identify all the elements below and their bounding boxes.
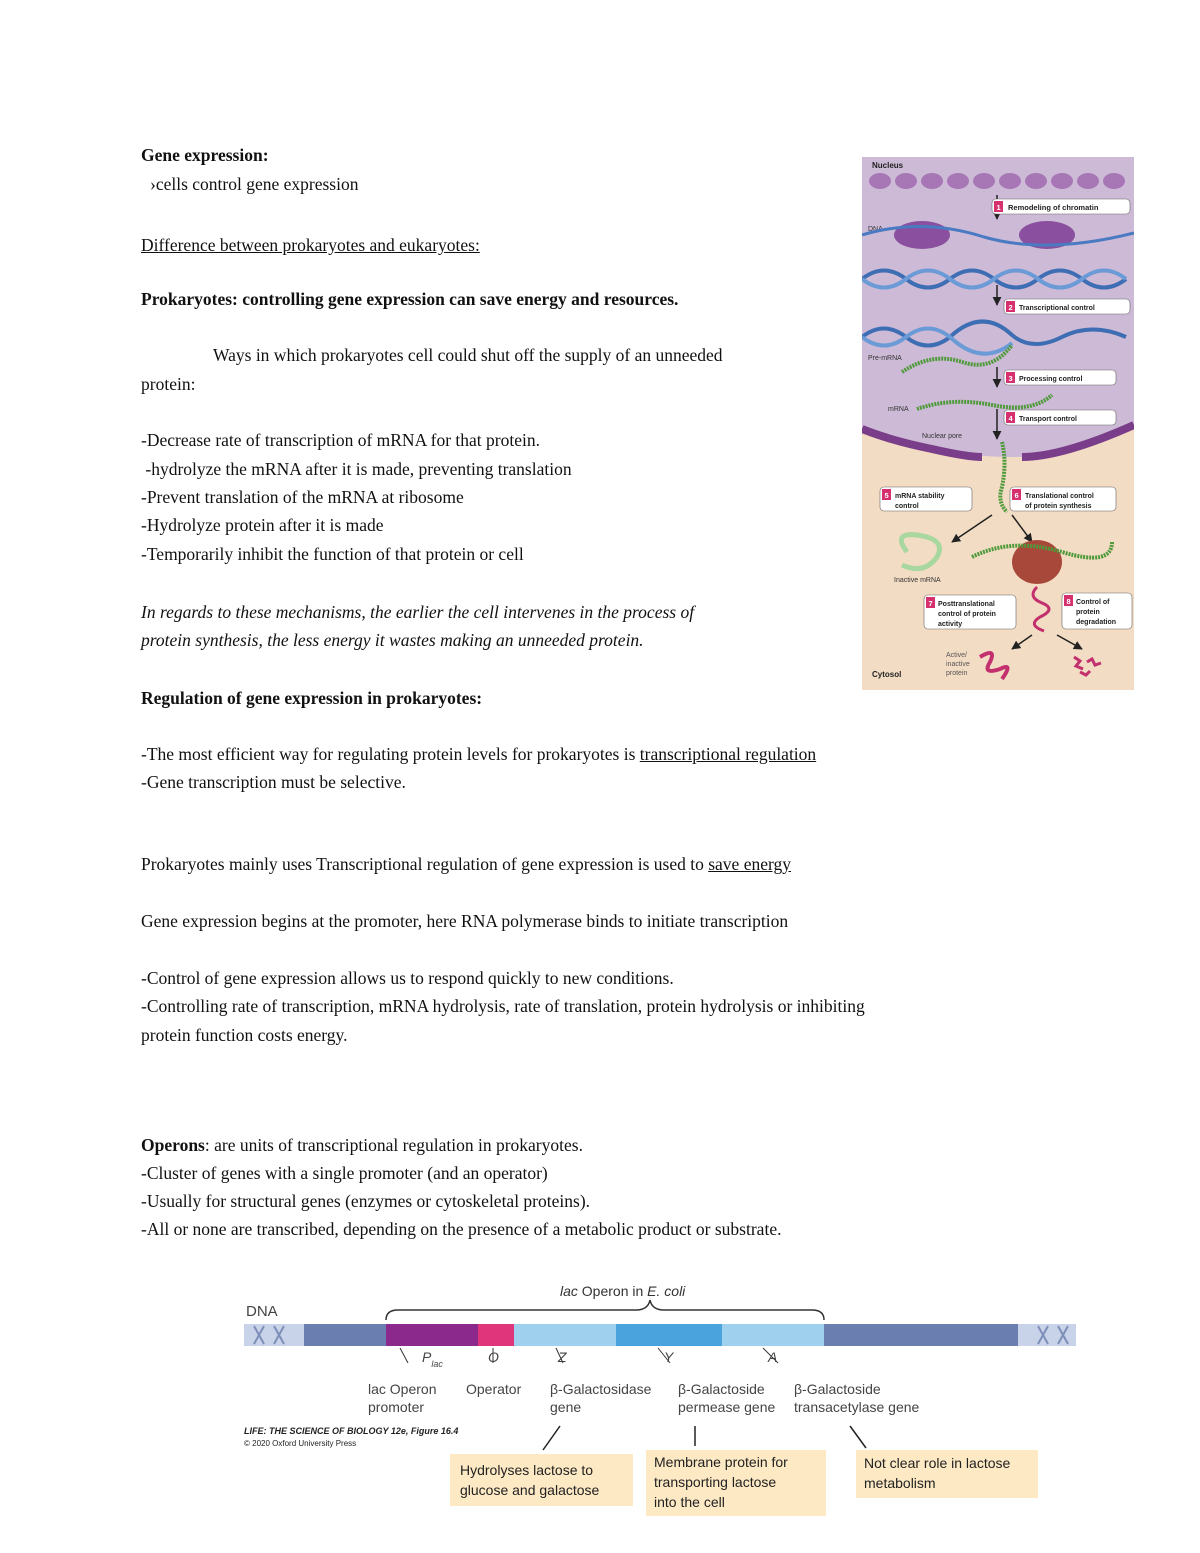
pre-mrna-label: Pre-mRNA — [868, 355, 902, 362]
selective-line: -Gene transcription must be selective. — [141, 772, 406, 792]
dna-label: DNA — [246, 1303, 278, 1320]
step-number: 4 — [1008, 414, 1013, 423]
step-4-label: Transport control — [1019, 416, 1077, 423]
y-gene-label: β-Galactoside — [678, 1381, 765, 1397]
a-callout-line — [850, 1426, 866, 1448]
z-callout-line — [543, 1426, 560, 1450]
z-letter: Z — [558, 1349, 567, 1365]
step-6-label: of protein synthesis — [1025, 503, 1092, 510]
cytosol-label: Cytosol — [872, 670, 902, 679]
ways-line-1: Ways in which prokaryotes cell could shut off the supply of an unneeded — [213, 345, 723, 365]
prokaryotes-label: Prokaryotes: — [141, 289, 238, 309]
prokaryotes-statement — [141, 285, 678, 313]
operons-definition-text: : are units of transcriptional regulation in prokaryotes. — [204, 1135, 583, 1155]
laca-gene-region — [722, 1324, 824, 1346]
figure-copyright: © 2020 Oxford University Press — [244, 1439, 357, 1448]
mainly-uses-text: Prokaryotes mainly uses Transcriptional regulation of gene expression is used to — [141, 854, 709, 874]
operons-term: Operons — [141, 1135, 205, 1155]
z-gene-label: β-Galactosidase — [550, 1381, 652, 1397]
p-letter: P — [422, 1349, 432, 1365]
y-function-text: Membrane protein for — [654, 1454, 788, 1470]
a-gene-label: transacetylase gene — [794, 1399, 920, 1415]
step-5-label: control — [895, 503, 919, 510]
mechanism-item: -Prevent translation of the mRNA at ribosome — [141, 487, 464, 507]
operon-title — [560, 1283, 686, 1299]
z-function-text: glucose and galactose — [460, 1482, 600, 1498]
z-function-text: Hydrolyses lactose to — [460, 1462, 594, 1478]
step-3-label: Processing control — [1019, 376, 1083, 383]
efficient-way-text: -The most efficient way for regulating protein levels for prokaryotes is — [141, 744, 640, 764]
promoter-label: lac Operon — [368, 1381, 437, 1397]
o-letter: O — [488, 1349, 499, 1365]
step-7-label: activity — [938, 621, 963, 628]
y-function-text: into the cell — [654, 1494, 725, 1510]
promoter-line: Gene expression begins at the promoter, here RNA polymerase binds to initiate transcription — [141, 911, 789, 931]
control-line: -Controlling rate of transcription, mRNA hydrolysis, rate of translation, protein hydrolysis or inhibiting — [141, 996, 865, 1016]
step-number: 8 — [1066, 597, 1071, 606]
promoter-region — [386, 1324, 478, 1346]
operon-point: -All or none are transcribed, depending on the presence of a metabolic product or substrate. — [141, 1219, 782, 1239]
step-8-label: Control of — [1076, 599, 1110, 606]
operons-definition — [141, 1131, 583, 1159]
z-gene-label: gene — [550, 1399, 582, 1415]
mrna-label: mRNA — [888, 406, 909, 413]
active-protein-label: Active/ — [946, 652, 968, 659]
mechanism-item: -Hydrolyze protein after it is made — [141, 515, 384, 535]
figure-credit: LIFE: THE SCIENCE OF BIOLOGY 12e, Figure 16.4 — [244, 1426, 459, 1436]
operon-point: -Cluster of genes with a single promoter (and an operator) — [141, 1163, 548, 1183]
a-letter: A — [768, 1349, 778, 1365]
operon-title-species: E. coli — [647, 1283, 686, 1299]
step-1-label: Remodeling of chromatin — [1008, 203, 1099, 212]
active-protein-label: protein — [946, 670, 968, 677]
operator-label: Operator — [466, 1381, 522, 1397]
difference-heading: Difference between prokaryotes and eukaryotes: — [141, 235, 480, 255]
promoter-pointer — [400, 1348, 408, 1363]
step-5-label: mRNA stability — [895, 493, 945, 500]
lac-operon-figure — [238, 1278, 1078, 1518]
ways-line-2: protein: — [141, 374, 196, 394]
step-6-label: Translational control — [1025, 493, 1094, 500]
regulation-heading: Regulation of gene expression in prokaryotes: — [141, 688, 483, 708]
operon-point: -Usually for structural genes (enzymes or cytoskeletal proteins). — [141, 1191, 591, 1211]
step-7-label: Posttranslational — [938, 601, 995, 608]
lacz-gene-region — [514, 1324, 616, 1346]
mainly-uses-line — [141, 850, 791, 878]
step-7-label: control of protein — [938, 611, 996, 618]
promoter-label: promoter — [368, 1399, 425, 1415]
operon-bracket — [386, 1300, 824, 1320]
p-subscript: lac — [431, 1359, 443, 1369]
a-function-text: Not clear role in lactose — [864, 1455, 1011, 1471]
mechanism-item: -Decrease rate of transcription of mRNA for that protein. — [141, 430, 540, 450]
italic-note-line: In regards to these mechanisms, the earlier the cell intervenes in the process of — [141, 602, 695, 622]
dna-label: DNA — [868, 226, 883, 233]
step-number: 7 — [928, 599, 933, 608]
prokaryotes-text: controlling gene expression can save energy and resources. — [237, 289, 679, 309]
control-line: -Control of gene expression allows us to respond quickly to new conditions. — [141, 968, 674, 988]
step-8-label: degradation — [1076, 619, 1117, 626]
efficient-way-line — [141, 740, 816, 768]
a-function-text: metabolism — [864, 1475, 936, 1491]
p-lac-letter — [422, 1349, 443, 1369]
bullet-cells-control: ›cells control gene expression — [150, 174, 359, 194]
nucleus-label: Nucleus — [872, 161, 904, 170]
step-number: 3 — [1008, 374, 1013, 383]
step-number: 5 — [884, 491, 889, 500]
mechanism-item: -hydrolyze the mRNA after it is made, preventing translation — [141, 459, 572, 479]
active-protein-label: inactive — [946, 661, 970, 668]
inactive-mrna-label: Inactive mRNA — [894, 577, 941, 584]
mechanism-item: -Temporarily inhibit the function of that protein or cell — [141, 544, 524, 564]
gene-expression-control-figure — [862, 157, 1134, 690]
operon-title-mid: Operon in — [577, 1283, 648, 1299]
save-energy-term: save energy — [708, 854, 791, 874]
nuclear-pore-label: Nuclear pore — [922, 433, 963, 440]
y-letter: Y — [664, 1349, 674, 1365]
transcriptional-regulation-term: transcriptional regulation — [639, 744, 817, 764]
step-number: 6 — [1014, 491, 1019, 500]
step-8-label: protein — [1076, 609, 1100, 616]
a-gene-label: β-Galactoside — [794, 1381, 881, 1397]
step-number: 1 — [996, 203, 1001, 212]
control-line: protein function costs energy. — [141, 1025, 348, 1045]
operator-region — [478, 1324, 514, 1346]
step-2-label: Transcriptional control — [1019, 305, 1095, 312]
italic-note-line: protein synthesis, the less energy it wastes making an unneeded protein. — [141, 630, 644, 650]
section-heading-gene-expression: Gene expression: — [141, 145, 269, 165]
operon-title-lac: lac — [560, 1283, 578, 1299]
y-function-text: transporting lactose — [654, 1474, 777, 1490]
step-number: 2 — [1008, 303, 1013, 312]
lacy-gene-region — [616, 1324, 722, 1346]
y-gene-label: permease gene — [678, 1399, 776, 1415]
